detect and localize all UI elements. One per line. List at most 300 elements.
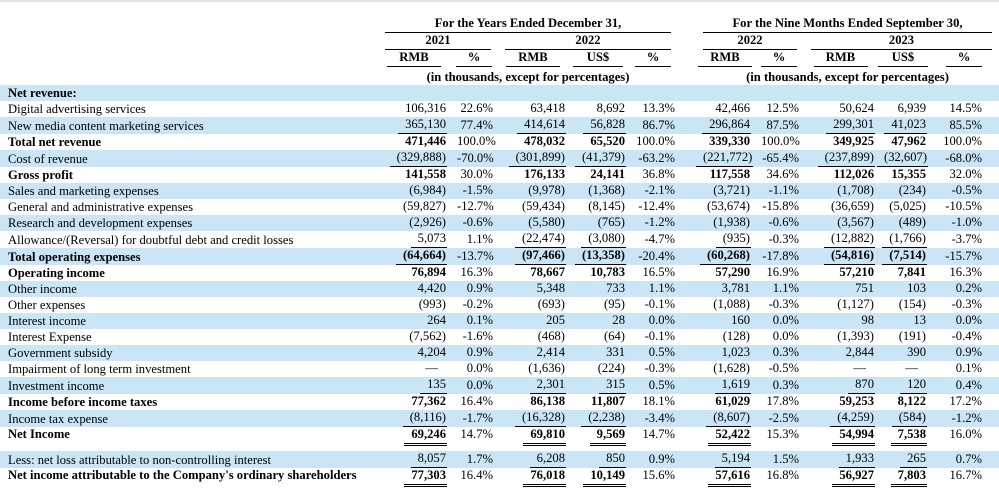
table-row: [0, 394, 999, 410]
cell-value: 16.4%: [460, 468, 493, 482]
row-label: Gross profit: [8, 168, 73, 182]
cell-value: (32,607): [877, 150, 928, 167]
table-row: [0, 377, 999, 394]
amount-cell: [877, 451, 929, 468]
amount-cell: [568, 451, 628, 468]
percent-cell: [628, 101, 678, 117]
amount-cell: [877, 281, 929, 297]
year-2021: 2021: [378, 33, 498, 50]
percent-cell: [754, 248, 804, 265]
cell-value: (1,088): [713, 297, 750, 311]
percent-cell: [628, 167, 678, 183]
cell-value: 1.1%: [772, 281, 799, 295]
amount-cell: [696, 199, 754, 215]
amount-cell: [498, 117, 568, 134]
cell-value: 4,420: [417, 281, 446, 295]
label-column-spacer: [0, 33, 378, 50]
cell-value: —: [853, 361, 866, 375]
cell-value: -20.4%: [638, 249, 675, 263]
cell-value: (59,827): [402, 199, 446, 213]
amount-cell: [568, 265, 628, 281]
percent-cell: [929, 329, 999, 345]
cell-value: 16.4%: [460, 394, 493, 408]
cell-value: 78,667: [530, 265, 565, 279]
percent-cell: [450, 313, 498, 329]
cell-value: 11,807: [591, 394, 625, 408]
percent-cell: [929, 297, 999, 313]
amount-cell: [568, 215, 628, 231]
amount-cell: [877, 427, 929, 451]
amount-cell: [696, 281, 754, 297]
percent-cell: [929, 394, 999, 410]
row-label: Cost of revenue: [0, 150, 378, 167]
cell-value: (128): [722, 329, 750, 343]
amount-cell: [877, 377, 929, 394]
cell-value: 17.2%: [949, 394, 983, 408]
percent-cell: [929, 183, 999, 199]
amount-cell: [696, 345, 754, 361]
percent-cell: [754, 394, 804, 410]
amount-cell: [696, 297, 754, 313]
percent-cell: [628, 231, 678, 248]
cell-value: -0.2%: [462, 297, 493, 311]
cell-value: 76,894: [411, 265, 446, 279]
row-label: Other expenses: [8, 298, 86, 312]
amount-cell: [378, 167, 450, 183]
amount-cell: [804, 231, 877, 248]
percent-cell: [450, 134, 498, 150]
cell-value: (765): [597, 215, 625, 229]
percent-cell: [628, 248, 678, 265]
row-label: Interest Expense: [8, 330, 92, 344]
table-row: [0, 297, 999, 313]
cell-value: (489): [898, 215, 926, 229]
cell-value: (935): [716, 231, 751, 248]
percent-cell: [450, 427, 498, 451]
percent-cell: [450, 265, 498, 281]
cell-value: 390: [907, 345, 926, 359]
cell-value: 0.0%: [772, 329, 799, 343]
amount-cell: [498, 199, 568, 215]
percent-cell: [450, 231, 498, 248]
cell-value: 733: [606, 281, 625, 295]
row-label: Total operating expenses: [0, 248, 378, 265]
amount-cell: [696, 248, 754, 265]
amount-cell: [877, 361, 929, 377]
percent-cell: [929, 167, 999, 183]
percent-cell: [929, 134, 999, 150]
cell-value: (9,978): [528, 183, 565, 197]
percent-cell: [628, 329, 678, 345]
income-statement-table: [0, 12, 999, 492]
percent-cell: [754, 167, 804, 183]
cell-value: 0.0%: [466, 378, 493, 392]
cell-value: -63.2%: [638, 151, 675, 165]
percent-cell: [450, 345, 498, 361]
cell-value: —: [905, 361, 918, 375]
cell-value: (1,938): [713, 215, 750, 229]
cell-value: 160: [731, 313, 750, 327]
amount-cell: [804, 468, 877, 492]
cell-value: (7,562): [409, 329, 446, 343]
column-gap: [678, 117, 696, 134]
percent-cell: [450, 281, 498, 297]
cell-value: 10,149: [583, 468, 626, 487]
table-header: [0, 12, 999, 85]
cell-value: 135: [420, 377, 447, 394]
cell-value: 15.3%: [766, 427, 799, 441]
amount-cell: [378, 265, 450, 281]
column-gap: [678, 410, 696, 427]
cell-value: 14.7%: [642, 427, 675, 441]
amount-cell: [696, 150, 754, 167]
amount-cell: [378, 297, 450, 313]
amount-cell: [378, 117, 450, 134]
cell-value: 103: [907, 281, 926, 295]
cell-value: -68.0%: [945, 151, 983, 165]
col-header-pct: %: [754, 50, 804, 67]
cell-value: (60,268): [700, 248, 751, 265]
amount-cell: [804, 394, 877, 410]
amount-cell: [877, 231, 929, 248]
table-row: [0, 410, 999, 427]
row-label: Net revenue:: [0, 85, 378, 101]
amount-cell: [568, 183, 628, 199]
cell-value: 331: [606, 345, 625, 359]
cell-value: -1.7%: [462, 411, 493, 425]
column-gap: [678, 313, 696, 329]
percent-cell: [929, 248, 999, 265]
cell-value: (7,514): [882, 248, 927, 265]
percent-cell: [628, 345, 678, 361]
table-row: [0, 427, 999, 451]
column-gap: [678, 281, 696, 297]
cell-value: (468): [537, 329, 565, 343]
column-gap: [678, 33, 696, 50]
col-header-rmb: RMB: [804, 50, 877, 67]
col-header-pct: %: [450, 50, 498, 67]
cell-value: (1,393): [837, 329, 874, 343]
cell-value: -4.7%: [644, 232, 675, 246]
cell-value: (993): [418, 297, 446, 311]
row-label: Income tax expense: [0, 410, 378, 427]
cell-value: (6,984): [409, 183, 446, 197]
table-row: [0, 281, 999, 297]
amount-cell: [804, 451, 877, 468]
percent-cell: [929, 427, 999, 451]
cell-value: 0.9%: [466, 281, 493, 295]
percent-cell: [628, 281, 678, 297]
amount-cell: [877, 183, 929, 199]
row-label: New media content marketing services: [0, 117, 378, 134]
cell-value: 15,355: [891, 167, 926, 181]
cell-value: (234): [898, 183, 926, 197]
amount-cell: [568, 394, 628, 410]
cell-value: (41,379): [575, 150, 626, 167]
amount-cell: [498, 85, 568, 101]
cell-value: 100.0%: [761, 134, 800, 148]
amount-cell: [378, 329, 450, 345]
percent-cell: [450, 468, 498, 492]
row-label: Investment income: [0, 377, 378, 394]
cell-value: 86,138: [530, 394, 565, 408]
cell-value: 296,864: [702, 117, 751, 134]
percent-cell: [450, 377, 498, 394]
table-row: [0, 468, 999, 492]
cell-value: 9,569: [590, 427, 626, 446]
row-label: Allowance/(Reversal) for doubtful debt and credit losses: [8, 233, 294, 247]
percent-cell: [754, 117, 804, 134]
cell-value: 16.0%: [949, 427, 983, 441]
cell-value: 100.0%: [943, 134, 983, 148]
amount-cell: [568, 329, 628, 345]
table-row: [0, 134, 999, 150]
column-gap: [678, 345, 696, 361]
cell-value: 10,783: [590, 265, 625, 279]
cell-value: 28: [612, 313, 625, 327]
column-gap: [678, 451, 696, 468]
amount-cell: [378, 248, 450, 265]
cell-value: 0.4%: [955, 378, 983, 392]
amount-cell: [696, 377, 754, 394]
table-row: [0, 451, 999, 468]
cell-value: 4,204: [417, 345, 446, 359]
cell-value: (36,659): [830, 199, 874, 213]
cell-value: -12.7%: [457, 199, 494, 213]
amount-cell: [498, 265, 568, 281]
cell-value: 349,925: [833, 134, 874, 148]
column-gap: [678, 361, 696, 377]
amount-cell: [696, 215, 754, 231]
cell-value: -1.6%: [462, 329, 493, 343]
row-label: Net Income: [8, 427, 70, 441]
amount-cell: [378, 345, 450, 361]
table-row: [0, 345, 999, 361]
table-row: [0, 101, 999, 117]
cell-value: (221,772): [696, 150, 753, 167]
cell-value: 870: [848, 377, 875, 394]
cell-value: 86.7%: [642, 118, 675, 132]
cell-value: 56,927: [832, 468, 875, 487]
cell-value: (97,466): [515, 248, 566, 265]
group-title-annual: [378, 12, 678, 33]
row-label: Net income attributable to the Company's ordinary shareholders: [8, 468, 357, 482]
amount-cell: [498, 134, 568, 150]
cell-value: (584): [892, 410, 927, 427]
column-gap: [678, 199, 696, 215]
cell-value: (5,580): [528, 215, 565, 229]
amount-cell: [877, 345, 929, 361]
cell-value: (12,882): [824, 231, 875, 248]
year-row: [0, 33, 999, 50]
percent-cell: [754, 410, 804, 427]
amount-cell: [498, 101, 568, 117]
amount-cell: [877, 329, 929, 345]
cell-value: 850: [599, 451, 626, 468]
percent-cell: [628, 377, 678, 394]
amount-cell: [804, 377, 877, 394]
amount-cell: [804, 150, 877, 167]
cell-value: -1.5%: [462, 183, 493, 197]
cell-value: (64): [604, 329, 625, 343]
cell-value: 0.0%: [772, 313, 799, 327]
cell-value: (191): [898, 329, 926, 343]
row-label: Government subsidy: [0, 345, 378, 361]
amount-cell: [696, 468, 754, 492]
amount-cell: [568, 150, 628, 167]
cell-value: -1.2%: [644, 215, 675, 229]
amount-cell: [804, 410, 877, 427]
table-row: [0, 117, 999, 134]
cell-value: 7,803: [891, 468, 927, 487]
amount-cell: [498, 150, 568, 167]
cell-value: -15.7%: [945, 249, 983, 263]
amount-cell: [378, 468, 450, 492]
row-label: Interest income: [0, 313, 378, 329]
group-title-ninemonths-text: For the Nine Months Ended September 30,: [703, 16, 992, 33]
cell-value: 0.9%: [466, 345, 493, 359]
percent-cell: [754, 281, 804, 297]
amount-cell: [877, 134, 929, 150]
amount-cell: [498, 329, 568, 345]
table-row: [0, 265, 999, 281]
cell-value: 65,520: [590, 134, 625, 148]
percent-cell: [628, 183, 678, 199]
cell-value: 112,026: [833, 167, 874, 181]
cell-value: 6,208: [530, 451, 566, 468]
cell-value: (329,888): [390, 150, 447, 167]
cell-value: (693): [537, 297, 565, 311]
percent-cell: [929, 410, 999, 427]
label-column-spacer: [0, 12, 378, 33]
column-gap: [678, 297, 696, 313]
amount-cell: [378, 394, 450, 410]
cell-value: 54,994: [832, 427, 875, 446]
group-title-annual-text: For the Years Ended December 31,: [385, 16, 671, 33]
cell-value: -0.5%: [951, 183, 983, 197]
amount-cell: [498, 183, 568, 199]
amount-cell: [498, 281, 568, 297]
cell-value: 17.8%: [766, 394, 799, 408]
cell-value: 1.1%: [466, 232, 493, 246]
cell-value: 24,141: [590, 167, 625, 181]
cell-value: (22,474): [515, 231, 566, 248]
col-header-pct: %: [628, 50, 678, 67]
percent-cell: [754, 377, 804, 394]
amount-cell: [804, 361, 877, 377]
percent-cell: [450, 410, 498, 427]
percent-cell: [628, 117, 678, 134]
cell-value: 265: [900, 451, 927, 468]
cell-value: 16.5%: [642, 265, 675, 279]
amount-cell: [804, 248, 877, 265]
percent-cell: [929, 231, 999, 248]
amount-cell: [696, 361, 754, 377]
percent-cell: [929, 451, 999, 468]
percent-cell: [450, 248, 498, 265]
cell-value: -13.7%: [457, 249, 494, 263]
cell-value: 16.9%: [766, 265, 799, 279]
percent-cell: [628, 215, 678, 231]
percent-cell: [929, 345, 999, 361]
cell-value: -1.1%: [768, 183, 799, 197]
year-2023: 2023: [804, 33, 999, 50]
amount-cell: [568, 410, 628, 427]
percent-cell: [450, 215, 498, 231]
label-column-spacer: [0, 67, 378, 85]
percent-cell: [628, 361, 678, 377]
percent-cell: [450, 394, 498, 410]
amount-cell: [498, 313, 568, 329]
cell-value: 56,828: [583, 117, 626, 134]
cell-value: 0.9%: [648, 452, 675, 466]
column-gap: [678, 265, 696, 281]
percent-cell: [754, 134, 804, 150]
amount-cell: [378, 231, 450, 248]
cell-value: 32.0%: [949, 167, 983, 181]
amount-cell: [696, 167, 754, 183]
column-gap: [678, 329, 696, 345]
amount-cell: [568, 134, 628, 150]
cell-value: -0.1%: [644, 329, 675, 343]
cell-value: 14.7%: [460, 427, 493, 441]
cell-value: 365,130: [398, 117, 447, 134]
cell-value: 264: [427, 313, 446, 327]
amount-cell: [498, 231, 568, 248]
percent-cell: [929, 117, 999, 134]
cell-value: 41,023: [884, 117, 927, 134]
cell-value: (95): [604, 297, 625, 311]
percent-cell: [929, 468, 999, 492]
amount-cell: [498, 410, 568, 427]
amount-cell: [877, 313, 929, 329]
amount-cell: [568, 377, 628, 394]
cell-value: -2.5%: [768, 411, 799, 425]
percent-cell: [754, 427, 804, 451]
cell-value: 751: [855, 281, 874, 295]
cell-value: 471,446: [405, 134, 446, 148]
amount-cell: [378, 134, 450, 150]
cell-value: (59,434): [521, 199, 565, 213]
cell-value: -3.4%: [644, 411, 675, 425]
cell-value: 50,624: [839, 101, 874, 115]
column-gap: [678, 231, 696, 248]
amount-cell: [877, 394, 929, 410]
amount-cell: [568, 101, 628, 117]
amount-cell: [804, 281, 877, 297]
percent-cell: [929, 313, 999, 329]
amount-cell: [378, 215, 450, 231]
percent-cell: [929, 215, 999, 231]
column-gap: [678, 85, 696, 101]
cell-value: 8,692: [596, 101, 625, 115]
percent-cell: [450, 85, 498, 101]
amount-cell: [378, 361, 450, 377]
amount-cell: [498, 377, 568, 394]
percent-cell: [754, 361, 804, 377]
amount-cell: [378, 377, 450, 394]
cell-value: (301,899): [509, 150, 566, 167]
amount-cell: [568, 297, 628, 313]
amount-cell: [696, 231, 754, 248]
cell-value: 339,330: [709, 134, 750, 148]
percent-cell: [929, 199, 999, 215]
cell-value: (8,145): [588, 199, 625, 213]
cell-value: 5,194: [715, 451, 751, 468]
cell-value: (54,816): [824, 248, 875, 265]
cell-value: 34.6%: [766, 167, 799, 181]
percent-cell: [450, 183, 498, 199]
